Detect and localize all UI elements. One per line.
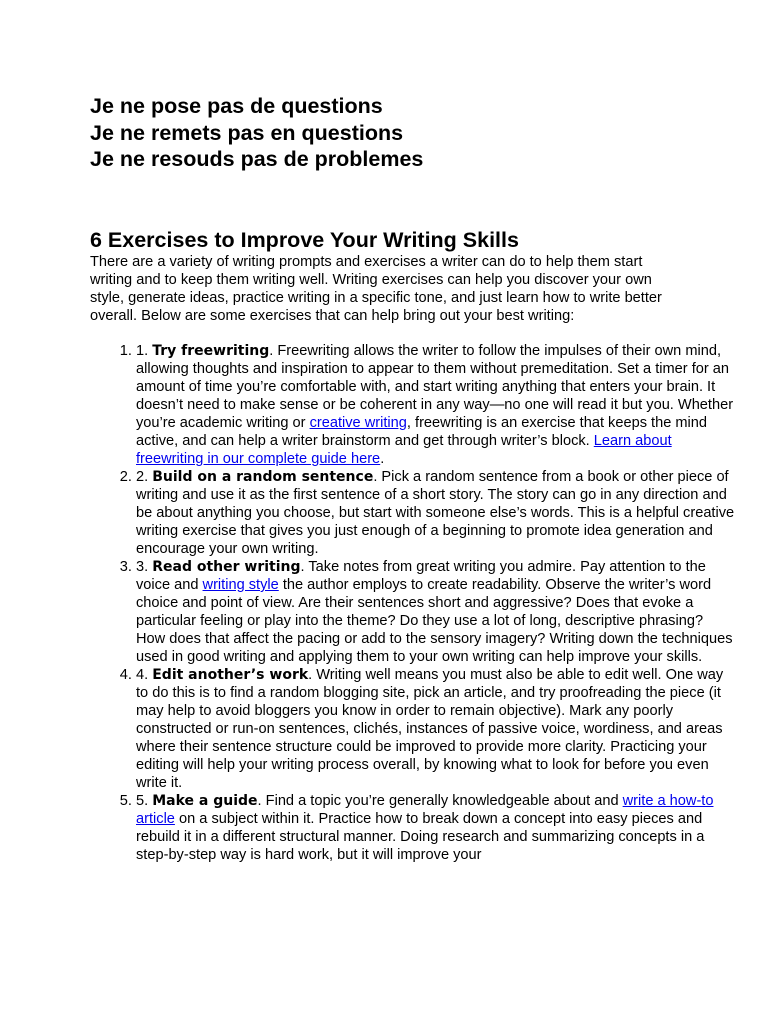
verse-line-1: Je ne pose pas de questions (90, 94, 383, 118)
verse-line-2: Je ne remets pas en questions (90, 120, 404, 145)
list-item (136, 558, 736, 666)
exercise-list (90, 342, 736, 864)
item-heading: Read other writing (152, 559, 301, 575)
item-text: . Take notes from great writing you admire. Pay attention to the voice and (136, 559, 706, 593)
writing-style-link[interactable]: writing style (202, 577, 279, 593)
list-item (136, 666, 736, 792)
item-heading: Edit another’s work (152, 667, 309, 683)
item-heading: Make a guide (152, 793, 258, 809)
verse-block (90, 93, 423, 173)
list-item (136, 468, 736, 558)
freewriting-guide-link[interactable]: Learn about freewriting in our complete guide here (136, 433, 672, 467)
item-number: 1. (136, 343, 153, 359)
list-item (136, 792, 736, 864)
item-number: 2. (136, 469, 153, 485)
item-text: . Writing well means you must also be able to edit well. One way to do this is to find a random blogging site, pick an article, and try proofreading the piece (it may help to avoid bloggers you know in order to remain objective). Mark any poorly constructed or run-on sentences, clichés, instances of passive voice, wordiness, and areas where their sentence structure could be improved to provide more clarity. Practicing your editing will help your writing process overall, by knowing what to look for before you even write it. (136, 667, 724, 791)
item-text: the author employs to create readability. Observe the writer’s word choice and point of view. Are their sentences short and aggressive? Does that evoke a particular feeling or play into the theme? Do they use a lot of long, descriptive phrasing? How does that affect the pacing or add to the sensory imagery? Writing down the techniques used in good writing and applying them to your own writing can help improve your skills. (136, 577, 733, 665)
item-text: . Find a topic you’re generally knowledgeable about and (257, 793, 623, 809)
creative-writing-link[interactable]: creative writing (309, 415, 407, 431)
item-text: . Freewriting allows the writer to follow the impulses of their own mind, allowing thoughts and inspiration to appear to them without premeditation. Set a timer for an amount of time you’re comfortable with, and start writing anything that enters your brain. It doesn’t need to make sense or be coherent in any way—no one will read it but you. Whether you’re academic writing or (136, 343, 734, 431)
item-heading: Build on a random sentence (152, 469, 374, 485)
article-title: 6 Exercises to Improve Your Writing Skills (90, 228, 519, 252)
item-number: 3. (136, 559, 153, 575)
item-number: 5. (136, 793, 153, 809)
item-text: . Pick a random sentence from a book or other piece of writing and use it as the first sentence of a short story. The story can go in any direction and be about anything you choose, but start with someone else’s words. This is a helpful creative writing exercise that gives you just enough of a beginning to promote idea generation and encourage your own writing. (136, 469, 735, 557)
item-text: . (380, 451, 385, 467)
how-to-article-link[interactable]: write a how-to article (136, 793, 714, 827)
list-item (136, 342, 736, 468)
article-intro: There are a variety of writing prompts and exercises a writer can do to help them start writing and to keep them writing well. Writing exercises can help you discover your own style, generate ideas, practice writing in a specific tone, and just learn how to write better overall. Below are some exercises that can help bring out your best writing: (90, 254, 662, 324)
item-heading: Try freewriting (152, 343, 270, 359)
item-text: on a subject within it. Practice how to break down a concept into easy pieces and rebuild it in a different structural manner. Doing research and summarizing concepts in a step-by-step way is hard work, but it will improve your (136, 811, 705, 863)
item-text: , freewriting is an exercise that keeps the mind active, and can help a writer brainstorm and get through writer’s block. (136, 415, 708, 449)
item-number: 4. (136, 667, 153, 683)
verse-line-3: Je ne resouds pas de problemes (90, 147, 424, 171)
